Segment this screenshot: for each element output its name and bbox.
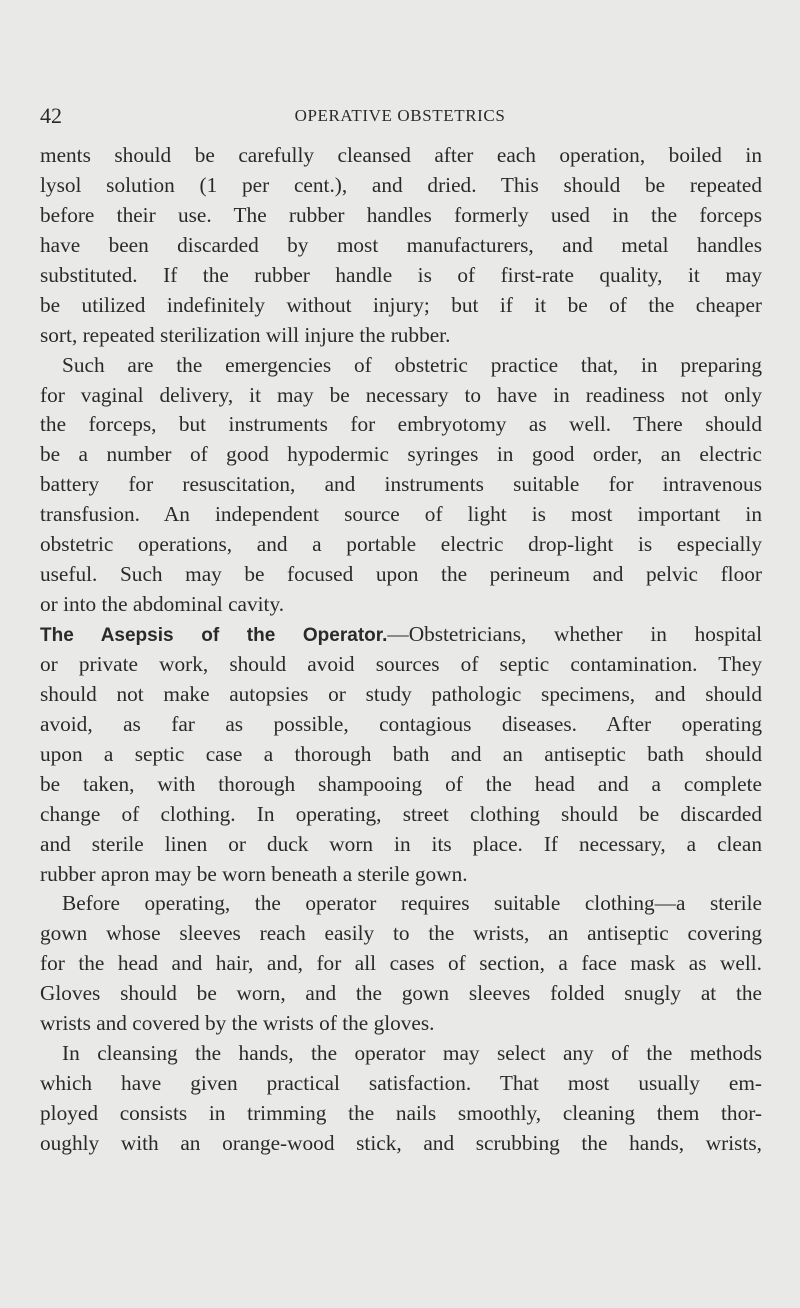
- paragraph: [40, 351, 762, 620]
- paragraph: [40, 141, 762, 351]
- section-heading: The Asepsis of the Operator.: [40, 625, 388, 646]
- text-line: [40, 440, 762, 470]
- line-text: battery for resuscitation, and instruments suitable for intravenous: [40, 472, 762, 497]
- text-line: [40, 800, 762, 830]
- text-line: [40, 710, 762, 740]
- line-text: —Obstetricians, whether in hospital: [387, 622, 763, 646]
- line-text: be utilized indefinitely without injury; but if it be of the cheaper: [40, 292, 762, 317]
- text-line: [40, 351, 762, 381]
- line-text: upon a septic case a thorough bath and an antiseptic bath should: [40, 741, 762, 766]
- text-line: [40, 321, 762, 351]
- line-text: before their use. The rubber handles formerly used in the forceps: [40, 202, 762, 227]
- line-text: be taken, with thorough shampooing of the head and a complete: [40, 771, 762, 796]
- line-text: lysol solution (1 per cent.), and dried. This should be repeated: [40, 172, 762, 197]
- text-line: [40, 889, 762, 919]
- text-line: [40, 470, 762, 500]
- line-text: which have given practical satisfaction. That most usually em-: [40, 1071, 762, 1096]
- line-text: wrists and covered by the wrists of the gloves.: [40, 1011, 435, 1036]
- line-text: or into the abdominal cavity.: [40, 592, 285, 617]
- line-text: or private work, should avoid sources of septic contamination. They: [40, 651, 762, 676]
- line-text: and sterile linen or duck worn in its place. If necessary, a clean: [40, 831, 762, 856]
- text-line: [40, 201, 762, 231]
- line-text: In cleansing the hands, the operator may select any of the methods: [62, 1041, 762, 1066]
- text-line: [40, 620, 762, 650]
- text-line: [40, 680, 762, 710]
- text-line: [40, 860, 762, 890]
- line-text: change of clothing. In operating, street clothing should be discarded: [40, 801, 762, 826]
- line-text: Such are the emergencies of obstetric practice that, in preparing: [62, 352, 762, 377]
- text-line: [40, 590, 762, 620]
- text-line: [40, 1009, 762, 1039]
- text-line: [40, 650, 762, 680]
- paragraph: [40, 1039, 762, 1159]
- text-line: [40, 1069, 762, 1099]
- text-line: [40, 231, 762, 261]
- line-text: rubber apron may be worn beneath a sterile gown.: [40, 861, 468, 886]
- paragraph: [40, 620, 762, 889]
- paragraph: [40, 889, 762, 1039]
- line-text: for vaginal delivery, it may be necessary to have in readiness not only: [40, 382, 762, 407]
- line-text: ments should be carefully cleansed after each operation, boiled in: [40, 143, 762, 167]
- running-title: OPERATIVE OBSTETRICS: [294, 106, 506, 125]
- text-line: [40, 919, 762, 949]
- body-text: [40, 141, 762, 1159]
- text-line: [40, 560, 762, 590]
- text-line: [40, 1039, 762, 1069]
- text-line: [40, 1099, 762, 1129]
- text-line: [40, 410, 762, 440]
- line-text: obstetric operations, and a portable electric drop-light is especially: [40, 532, 762, 557]
- text-line: [40, 979, 762, 1009]
- line-text: for the head and hair, and, for all cases of section, a face mask as well.: [40, 951, 762, 976]
- page-number: 42: [40, 103, 62, 128]
- line-text: sort, repeated sterilization will injure the rubber.: [40, 322, 451, 347]
- text-line: [40, 381, 762, 411]
- text-line: [40, 530, 762, 560]
- line-text: avoid, as far as possible, contagious diseases. After operating: [40, 711, 762, 736]
- line-text: have been discarded by most manufacturers, and metal handles: [40, 232, 762, 257]
- text-line: [40, 500, 762, 530]
- line-text: be a number of good hypodermic syringes in good order, an electric: [40, 442, 762, 467]
- line-text: the forceps, but instruments for embryotomy as well. There should: [40, 412, 762, 437]
- text-line: [40, 830, 762, 860]
- text-line: [40, 261, 762, 291]
- line-text: Before operating, the operator requires suitable clothing—a sterile: [62, 891, 762, 916]
- text-line: [40, 1129, 762, 1159]
- text-line: [40, 740, 762, 770]
- text-line: [40, 949, 762, 979]
- text-line: [40, 141, 762, 171]
- line-text: transfusion. An independent source of light is most important in: [40, 502, 762, 527]
- line-text: useful. Such may be focused upon the perineum and pelvic floor: [40, 562, 762, 587]
- text-line: [40, 171, 762, 201]
- line-text: ployed consists in trimming the nails smoothly, cleaning them thor-: [40, 1101, 762, 1125]
- text-line: [40, 291, 762, 321]
- line-text: should not make autopsies or study pathologic specimens, and should: [40, 681, 762, 706]
- text-line: [40, 770, 762, 800]
- line-text: oughly with an orange-wood stick, and scrubbing the hands, wrists,: [40, 1130, 762, 1155]
- line-text: gown whose sleeves reach easily to the wrists, an antiseptic covering: [40, 921, 762, 946]
- line-text: substituted. If the rubber handle is of first-rate quality, it may: [40, 262, 762, 287]
- line-text: Gloves should be worn, and the gown sleeves folded snugly at the: [40, 981, 762, 1006]
